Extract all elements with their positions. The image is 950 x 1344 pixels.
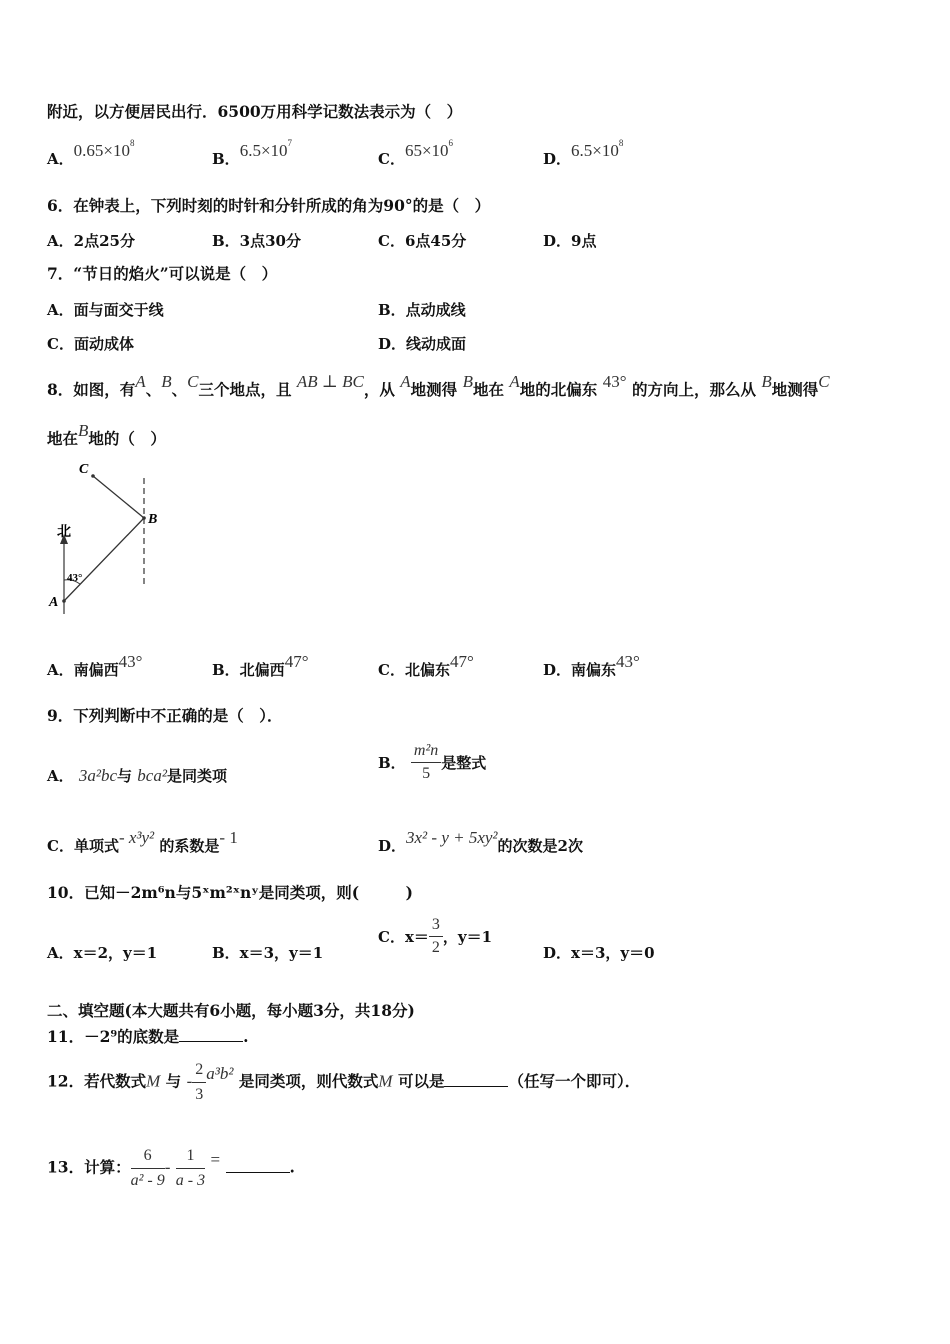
q5-option-a — [47, 138, 135, 169]
q8-option-c-label: C．北偏东 — [378, 661, 450, 679]
q9-option-c-mid: 的系数是 — [159, 837, 220, 855]
q12-text-3: 是同类项，则代数式 — [238, 1071, 379, 1091]
q12-fraction-denominator: 3 — [195, 1086, 204, 1103]
q11-answer-blank[interactable] — [179, 1027, 243, 1042]
q10-option-b: B．x＝3，y＝1 — [212, 944, 324, 962]
q12-answer-blank[interactable] — [444, 1072, 508, 1087]
q6-option-b: B．3点30分 — [212, 232, 301, 250]
q8-point-c-2: C — [818, 372, 830, 391]
q5-option-d-label: D． — [543, 150, 572, 168]
q5-option-d-exp: 8 — [618, 138, 624, 148]
q7-option-b: B．点动成线 — [378, 301, 466, 319]
q9-option-c-label: C．单项式 — [47, 837, 119, 855]
q9-option-a-mid: 与 — [117, 767, 133, 785]
q5-option-d — [543, 138, 624, 169]
q6-option-a: A．2点25分 — [47, 232, 135, 250]
q8-text-2: 三个地点，且 — [198, 380, 292, 399]
q8-option-a-label: A．南偏西 — [47, 661, 119, 679]
q8-option-b-label: B．北偏西 — [212, 661, 285, 679]
q10-option-c-label: C．x＝ — [378, 928, 429, 946]
q12-text-2: 与 — [165, 1071, 182, 1091]
q6-stem: 6．在钟表上，下列时刻的时针和分针所成的角为90°的是（ ） — [47, 196, 491, 215]
q12-var-m: M — [146, 1071, 161, 1091]
q8-point-a-2: A — [400, 372, 411, 391]
q5-option-a-mantissa: 0.65×10 — [73, 141, 130, 160]
q5-option-b-mantissa: 6.5×10 — [239, 141, 288, 160]
q8-text-5: 地在 — [472, 380, 504, 399]
q8-angle: 43° — [602, 372, 627, 391]
q13-fraction-1 — [131, 1146, 165, 1191]
q12-minus-sign: - — [186, 1071, 193, 1091]
q12-text-4: 可以是 — [397, 1071, 445, 1091]
q9-option-d-expr: 3x² - y + 5xy² — [406, 828, 498, 847]
section-2-heading: 二、填空题(本大题共有6小题，每小题3分，共18分) — [47, 1001, 415, 1020]
q8-figure-label-a: A — [49, 595, 59, 610]
q9-option-b-label: B． — [378, 754, 406, 772]
q8-figure-segment-ba — [64, 518, 144, 601]
q8-point-b-3: B — [761, 372, 772, 391]
q9-option-a-end: 是同类项 — [166, 767, 227, 785]
q12-expr-tail: a³b² — [206, 1063, 234, 1083]
q9-option-a-label: A． — [47, 767, 74, 785]
q9-option-a — [47, 765, 227, 786]
q13-end: . — [289, 1157, 295, 1177]
q11 — [47, 1027, 249, 1047]
q5-stem: 附近，以方便居民出行．6500万用科学记数法表示为（ ） — [47, 102, 463, 121]
q8-point-a: A — [135, 372, 146, 391]
q10-option-c-end: ，y＝1 — [442, 928, 493, 946]
q13-fraction-2-numerator: 1 — [176, 1146, 205, 1169]
q9-option-d-end: 的次数是2次 — [497, 837, 583, 855]
q9-option-b-denominator: 5 — [422, 765, 431, 782]
q5-option-c-value — [404, 138, 454, 160]
q7-option-c: C．面动成体 — [47, 335, 134, 353]
q10-option-c-denominator: 2 — [431, 939, 440, 956]
q8-figure-label-b: B — [148, 512, 158, 527]
q7-option-a: A．面与面交于线 — [47, 301, 164, 319]
q8-figure-point-a — [62, 599, 66, 603]
q8-option-d-label: D．南偏东 — [543, 661, 617, 679]
q12 — [47, 1060, 640, 1105]
q8-figure-north-label: 北 — [57, 525, 71, 540]
q10-option-c — [378, 916, 492, 957]
q8-line2-text-2: 地的（ ） — [88, 429, 166, 448]
q8-text-1: 8．如图，有 — [47, 380, 136, 399]
q5-option-c-mantissa: 65×10 — [404, 141, 449, 160]
q5-option-c-exp: 6 — [448, 138, 454, 148]
q7-stem: 7．“节日的焰火”可以说是（ ） — [47, 264, 278, 283]
q9-option-c-expr: - x³y² — [118, 828, 155, 847]
q5-option-a-value — [73, 138, 135, 160]
q13-fraction-2-denominator: a - 3 — [175, 1172, 206, 1189]
q5-option-a-exp: 8 — [129, 138, 135, 148]
q12-fraction — [192, 1060, 206, 1105]
q8-line2-text-1: 地在 — [47, 429, 79, 448]
q9-option-d — [378, 828, 583, 856]
q8-text-6: 地的北偏东 — [519, 380, 598, 399]
q13-answer-blank[interactable] — [226, 1158, 290, 1173]
q11-end: . — [243, 1027, 249, 1046]
q5-option-b-exp: 7 — [287, 138, 293, 148]
q8-text-7: 的方向上，那么从 — [631, 380, 756, 399]
q8-point-b-4: B — [78, 421, 89, 440]
q5-option-a-label: A． — [47, 150, 74, 168]
q8-text-8: 地测得 — [771, 380, 819, 399]
q13-fraction-2 — [176, 1146, 205, 1191]
q8-figure-point-b — [142, 516, 146, 520]
q10-option-c-numerator: 3 — [429, 916, 443, 937]
q5-option-d-value — [571, 138, 624, 160]
q8-point-c: C — [187, 372, 199, 391]
q10-option-d: D．x＝3，y＝0 — [543, 944, 655, 962]
q8-option-a-angle: 43° — [118, 652, 143, 671]
q9-option-c-value: - 1 — [219, 828, 238, 847]
q9-option-d-label: D． — [378, 837, 407, 855]
q12-text-1: 12．若代数式 — [47, 1071, 147, 1091]
q12-fraction-numerator: 2 — [192, 1060, 206, 1083]
q10-option-c-fraction — [429, 916, 443, 957]
q5-option-d-mantissa: 6.5×10 — [571, 141, 619, 160]
q8-text-3: ，从 — [363, 380, 395, 399]
q6-option-d: D．9点 — [543, 232, 597, 250]
q8-figure — [40, 456, 170, 620]
q8-option-b-angle: 47° — [284, 652, 309, 671]
q13-text-1: 13．计算： — [47, 1157, 131, 1177]
q8-figure-angle-label: 43° — [67, 572, 83, 584]
q8-option-b — [212, 652, 309, 680]
q5-option-b-label: B． — [212, 150, 240, 168]
q9-option-b-numerator: m²n — [411, 742, 441, 763]
q9-stem: 9．下列判断中不正确的是（ ）． — [47, 706, 283, 725]
q5-option-b — [212, 138, 293, 169]
q8-option-d-angle: 43° — [616, 652, 640, 671]
q13 — [47, 1146, 295, 1191]
q10-option-a: A．x＝2，y＝1 — [47, 944, 158, 962]
q9-option-c — [47, 828, 238, 856]
q9-option-a-expr2: bca² — [137, 766, 167, 785]
q8-point-b: B — [161, 372, 172, 391]
q12-text-5: （任写一个即可）． — [508, 1071, 641, 1091]
q5-option-c — [378, 138, 454, 169]
q9-option-b — [378, 742, 486, 783]
q13-fraction-1-numerator: 6 — [131, 1146, 165, 1169]
q8-stem-line1 — [47, 372, 830, 400]
q8-option-d — [543, 652, 640, 680]
q8-option-a — [47, 652, 143, 680]
q8-figure-segment-cb — [93, 476, 144, 518]
q9-option-a-expr1: 3a²bc — [78, 766, 118, 785]
q8-sep-1: 、 — [145, 380, 162, 399]
q8-sep-2: 、 — [171, 380, 188, 399]
q8-point-b-2: B — [462, 372, 473, 391]
q6-option-c: C．6点45分 — [378, 232, 467, 250]
q13-minus-sign: - — [164, 1157, 171, 1177]
q8-option-c — [378, 652, 474, 680]
q9-option-b-end: 是整式 — [441, 754, 487, 772]
q8-figure-point-c — [91, 474, 95, 478]
q13-equals-sign: = — [210, 1149, 221, 1169]
q8-option-c-angle: 47° — [449, 652, 474, 671]
q5-option-b-value — [239, 138, 293, 160]
q5-option-c-label: C． — [378, 150, 405, 168]
q12-var-m-2: M — [378, 1071, 393, 1091]
q13-fraction-1-denominator: a² - 9 — [130, 1172, 165, 1189]
q8-stem-line2 — [47, 421, 166, 449]
q8-point-a-3: A — [509, 372, 520, 391]
q8-text-4: 地测得 — [410, 380, 458, 399]
q11-stem: 11．－2⁹的底数是 — [47, 1027, 180, 1046]
q9-option-b-fraction — [411, 742, 441, 783]
q8-figure-label-c: C — [79, 462, 89, 477]
q7-option-d: D．线动成面 — [378, 335, 467, 353]
q10-stem: 10．已知－2m⁶n与5ˣm²ˣnʸ是同类项，则( ) — [47, 883, 413, 902]
q8-perpendicular: AB ⊥ BC — [296, 372, 364, 391]
